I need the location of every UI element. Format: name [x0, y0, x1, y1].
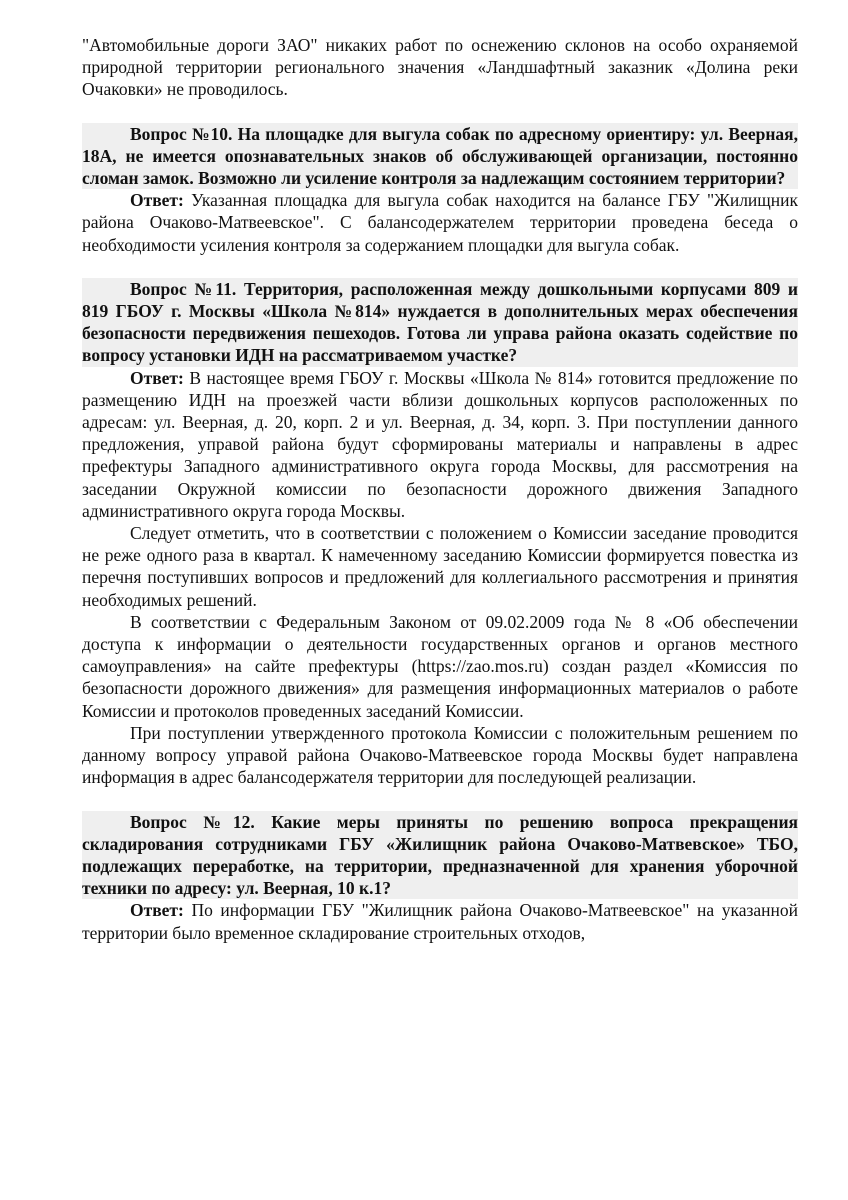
answer-11-text: В настоящее время ГБОУ г. Москвы «Школа № 814» готовится предложение по размещению ИДН на проезжей части вблизи дошкольных корпусов расположенных по адресам: ул. Веерная, д. 20, корп. 2 и ул. Веерная, д. 34, корп. 3. При поступлении данного предложения, управой района будут сформированы материалы и направлены в адрес префектуры Западного административного округа города Москвы, для рассмотрения на заседании Окружной комиссии по безопасности дорожного движения Западного административного округа города Москвы. — [82, 367, 799, 521]
spacer — [82, 789, 798, 811]
question-12: Вопрос №12. Какие меры приняты по решению вопроса прекращения складирования сотрудниками ГБУ «Жилищник района Очаково-Матвевское» ТБО, подлежащих переработке, на территории, предназначенной для хранения уборочной техники по адресу: ул. Веерная, 10 к.1? — [82, 811, 798, 899]
intro-paragraph: "Автомобильные дороги ЗАО" никаких работ по оснежению склонов на особо охраняемой природной территории регионального значения «Ландшафтный заказник «Долина реки Очаковки» не проводилось. — [82, 35, 798, 100]
question-11: Вопрос №11. Территория, расположенная между дошкольными корпусами 809 и 819 ГБОУ г. Москвы «Школа №814» нуждается в дополнительных мерах обеспечения безопасности передвижения пешеходов. Готова ли управа района оказать содействие по вопросу установки ИДН на рассматриваемом участке? — [82, 278, 798, 366]
answer-11-paragraph-2: Следует отметить, что в соответствии с положением о Комиссии заседание проводится не реже одного раза в квартал. К намеченному заседанию Комиссии формируется повестка из перечня поступивших вопросов и предложений для коллегиального рассмотрения и принятия необходимых решений. — [82, 523, 798, 610]
answer-11 — [82, 367, 798, 522]
answer-11-paragraph-4: При поступлении утвержденного протокола Комиссии с положительным решением по данному вопросу управой района Очаково-Матвеевское города Москвы будет направлена информация в адрес балансодержателя территории для последующей реализации. — [82, 722, 798, 788]
question-10: Вопрос №10. На площадке для выгула собак по адресному ориентиру: ул. Веерная, 18А, не имеется опознавательных знаков об обслуживающей организации, постоянно сломан замок. Возможно ли усиление контроля за надлежащим состоянием территории? — [82, 123, 798, 189]
answer-12-text: По информации ГБУ "Жилищник района Очаково-Матвеевское" на указанной территории было временное складирование строительных отходов, — [82, 900, 798, 943]
answer-label: Ответ: — [130, 190, 184, 211]
document-page — [82, 34, 798, 944]
answer-10-text: Указанная площадка для выгула собак находится на балансе ГБУ "Жилищник района Очаково-Матвеевское". С балансодержателем территории проведена беседа о необходимости усиления контроля за содержанием площадки для выгула собак. — [82, 190, 799, 255]
answer-10 — [82, 189, 798, 256]
answer-label: Ответ: — [130, 900, 184, 921]
answer-11-paragraph-3: В соответствии с Федеральным Законом от 09.02.2009 года № 8 «Об обеспечении доступа к информации о деятельности государственных органов и органов местного самоуправления» на сайте префектуры (https://zao.mos.ru) создан раздел «Комиссия по безопасности дорожного движения» для размещения информационных материалов о работе Комиссии и протоколов проведенных заседаний Комиссии. — [82, 611, 798, 721]
spacer — [82, 101, 798, 123]
answer-12 — [82, 899, 798, 943]
answer-label: Ответ: — [130, 367, 184, 388]
spacer — [82, 256, 798, 278]
